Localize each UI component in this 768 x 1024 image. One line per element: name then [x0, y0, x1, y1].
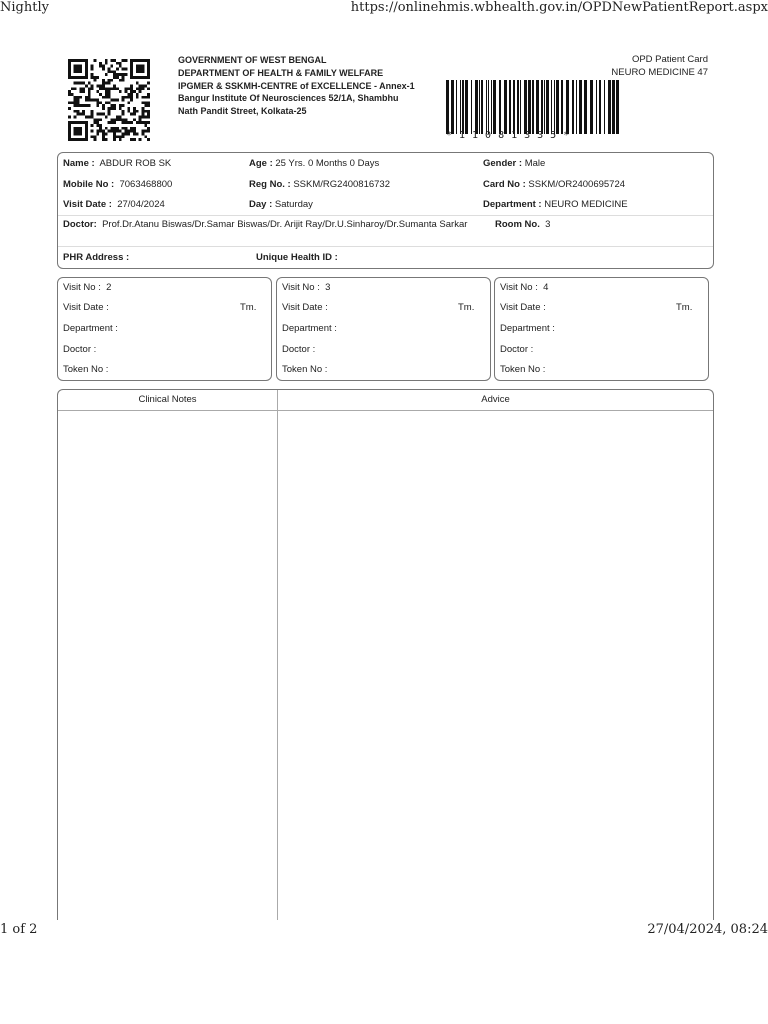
doctor-line [63, 219, 473, 232]
visit-token-label: Token No : [282, 364, 328, 375]
name-label: Name : [63, 158, 95, 169]
visit-no-label: Visit No : [63, 282, 101, 293]
department-label: Department : [483, 199, 542, 210]
visit-box [57, 277, 272, 381]
visit-date-label: Visit Date : [282, 302, 328, 313]
visit-box [276, 277, 491, 381]
visit-department-label: Department : [282, 323, 337, 334]
org-line: GOVERNMENT OF WEST BENGAL [178, 55, 327, 65]
patient-age: 25 Yrs. 0 Months 0 Days [275, 158, 380, 169]
card-title-block [611, 54, 708, 79]
visit-date-label: Visit Date : [63, 199, 112, 210]
organisation-header [178, 54, 438, 118]
day-label: Day : [249, 199, 273, 210]
patient-gender: Male [524, 158, 546, 169]
print-header-app-name: Nightly [0, 0, 49, 15]
patient-doctors: Prof.Dr.Atanu Biswas/Dr.Samar Biswas/Dr. Arijit Ray/Dr.U.Sinharoy/Dr.Sumanta Sarkar [102, 219, 468, 230]
gender-label: Gender : [483, 158, 523, 169]
visit-doctor-label: Doctor : [282, 344, 316, 355]
advice-header: Advice [481, 394, 510, 405]
doctor-label: Doctor: [63, 219, 97, 230]
patient-name: ABDUR ROB SK [99, 158, 172, 169]
visit-doctor-label: Doctor : [500, 344, 534, 355]
card-department: NEURO MEDICINE 47 [611, 66, 708, 78]
print-header-url: https://onlinehmis.wbhealth.gov.in/OPDNewPatientReport.aspx [350, 0, 768, 15]
clinical-notes-area[interactable] [58, 411, 277, 920]
barcode-text: *11081335* [446, 130, 577, 141]
visit-no: 2 [106, 282, 112, 293]
org-line: IPGMER & SSKMH-CENTRE of EXCELLENCE - Annex-1 [178, 80, 415, 91]
visit-token-label: Token No : [63, 364, 109, 375]
clinical-notes-table [57, 389, 714, 920]
visit-time-label: Tm. [240, 302, 257, 313]
visit-no: 4 [543, 282, 549, 293]
room-label: Room No. [495, 219, 540, 230]
org-line: Bangur Institute Of Neurosciences 52/1A, Shambhu [178, 93, 399, 104]
visit-time-label: Tm. [458, 302, 475, 313]
reg-label: Reg No. : [249, 179, 291, 190]
visit-doctor-label: Doctor : [63, 344, 97, 355]
patient-details-box [57, 152, 714, 269]
unique-health-id-label: Unique Health ID : [256, 252, 338, 263]
visit-date-label: Visit Date : [500, 302, 546, 313]
clinical-notes-header: Clinical Notes [138, 394, 197, 405]
visit-department-label: Department : [63, 323, 118, 334]
visit-department-label: Department : [500, 323, 555, 334]
advice-area[interactable] [278, 411, 713, 920]
divider [58, 215, 713, 216]
card-label: Card No : [483, 179, 526, 190]
patient-visit-date: 27/04/2024 [117, 199, 165, 210]
patient-day: Saturday [274, 199, 313, 210]
patient-reg-no: SSKM/RG2400816732 [293, 179, 390, 190]
patient-mobile: 7063468800 [119, 179, 173, 190]
visit-no-label: Visit No : [282, 282, 320, 293]
print-footer-timestamp: 27/04/2024, 08:24 [647, 922, 768, 937]
divider [58, 246, 713, 247]
age-label: Age : [249, 158, 273, 169]
patient-card-no: SSKM/OR2400695724 [528, 179, 626, 190]
visit-date-label: Visit Date : [63, 302, 109, 313]
org-line: Nath Pandit Street, Kolkata-25 [178, 106, 307, 117]
mobile-label: Mobile No : [63, 179, 115, 190]
patient-room: 3 [545, 219, 551, 230]
visit-time-label: Tm. [676, 302, 693, 313]
patient-department: NEURO MEDICINE [544, 199, 628, 210]
visit-box [494, 277, 709, 381]
print-footer-page: 1 of 2 [0, 922, 38, 937]
barcode-icon [446, 80, 622, 134]
qr-code-icon [68, 59, 150, 141]
visit-no: 3 [325, 282, 331, 293]
phr-address-label: PHR Address : [63, 252, 130, 263]
card-title: OPD Patient Card [631, 54, 708, 65]
org-line: DEPARTMENT OF HEALTH & FAMILY WELFARE [178, 67, 384, 78]
visit-token-label: Token No : [500, 364, 546, 375]
visit-no-label: Visit No : [500, 282, 538, 293]
